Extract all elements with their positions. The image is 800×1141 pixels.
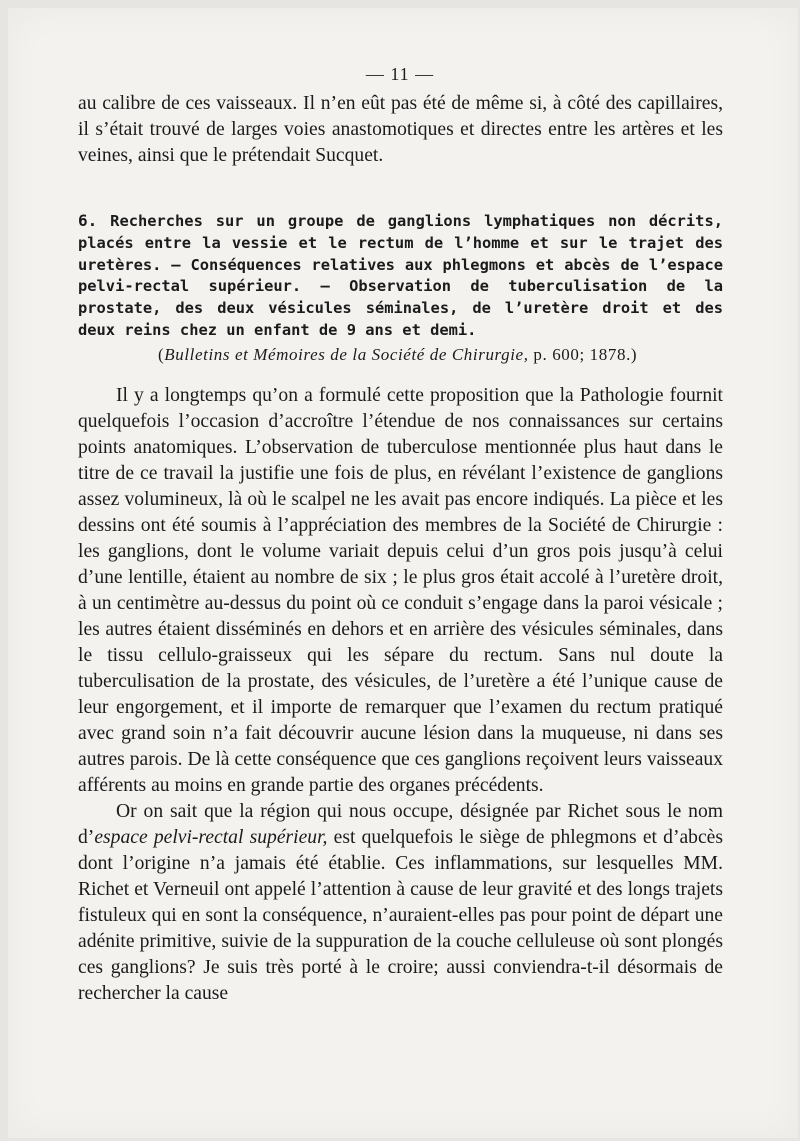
citation-source: Bulletins et Mémoires de la Société de Chirurgie, xyxy=(164,345,529,364)
section-heading xyxy=(78,210,723,342)
citation-details: p. 600; 1878.) xyxy=(528,345,638,364)
citation xyxy=(158,345,718,365)
section-number: 6. xyxy=(78,211,98,230)
citation-open: ( xyxy=(158,345,165,364)
paragraph-2-rest: est quelquefois le siège de phlegmons et d’abcès dont l’origine n’a jamais été établie. Ces inflammations, sur lesquelles MM. Richet et Verneuil ont appelé l’attention à cause de leur gravité et des longs trajets fistuleux qui en sont la conséquence, n’auraient-elles pas pour point de départ une adénite primitive, suivie de la suppuration de la couche celluleuse où sont plongés ces ganglions? Je suis très porté à le croire; aussi conviendra-t-il désormais de rechercher la cause xyxy=(78,827,724,1004)
paragraph-top xyxy=(78,91,723,169)
paragraph-2-lead: Or on sait que la région qui nous occupe, désignée par Richet sous le nom d’ xyxy=(78,801,723,848)
page-number: — 11 — xyxy=(365,64,435,84)
paragraph-2-term: espace pelvi-rectal supérieur, xyxy=(94,827,328,848)
section-title: Recherches sur un groupe de ganglions lymphatiques non décrits, placés entre la vessie et le rectum de l’homme et sur le trajet des uretères. — Conséquences relatives aux phlegmons et abcès de l’espace pelvi-rectal supérieur. — Observation de tuberculisation de la prostate, des deux vésicules séminales, de l’uretère droit et des deux reins chez un enfant de 9 ans et demi. xyxy=(78,212,723,339)
paragraph-2 xyxy=(78,799,723,1007)
paragraph-top-text: au calibre de ces vaisseaux. Il n’en eût pas été de même si, à côté des capillaires, il s’était trouvé de larges voies anastomotiques et directes entre les artères et les veines, ainsi que le prétendait Sucquet. xyxy=(78,93,723,166)
paragraph-1: Il y a longtemps qu’on a formulé cette proposition que la Pathologie fournit quelquefois l’occasion d’accroître l’étendue de nos connaissances sur certains points anatomiques. L’observation de tuberculose mentionnée plus haut dans le titre de ce travail la justifie une fois de plus, en révélant l’existence de ganglions assez volumineux, là où le scalpel ne les avait pas encore indiqués. La pièce et les dessins ont été soumis à l’appréciation des membres de la Société de Chirurgie : les ganglions, dont le volume variait depuis celui d’un gros pois jusqu’à celui d’une lentille, étaient au nombre de six ; le plus gros était accolé à l’uretère droit, à un centimètre au-dessus du point où ce conduit s’engage dans la paroi vésicale ; les autres étaient disséminés en dehors et en arrière des vésicules séminales, dans le tissu cellulo-graisseux qui les sépare du rectum. Sans nul doute la tuberculisation de la prostate, des vésicules, de l’uretère a été l’unique cause de leur engorgement, et il importe de remarquer que l’examen du rectum pratiqué avec grand soin n’a fait découvrir aucune lésion dans la muqueuse, ni dans ses autres parois. De là cette conséquence que ces ganglions reçoivent leurs vaisseaux afférents au moins en grande partie des organes précédents. xyxy=(78,385,723,796)
main-text xyxy=(78,383,723,1007)
